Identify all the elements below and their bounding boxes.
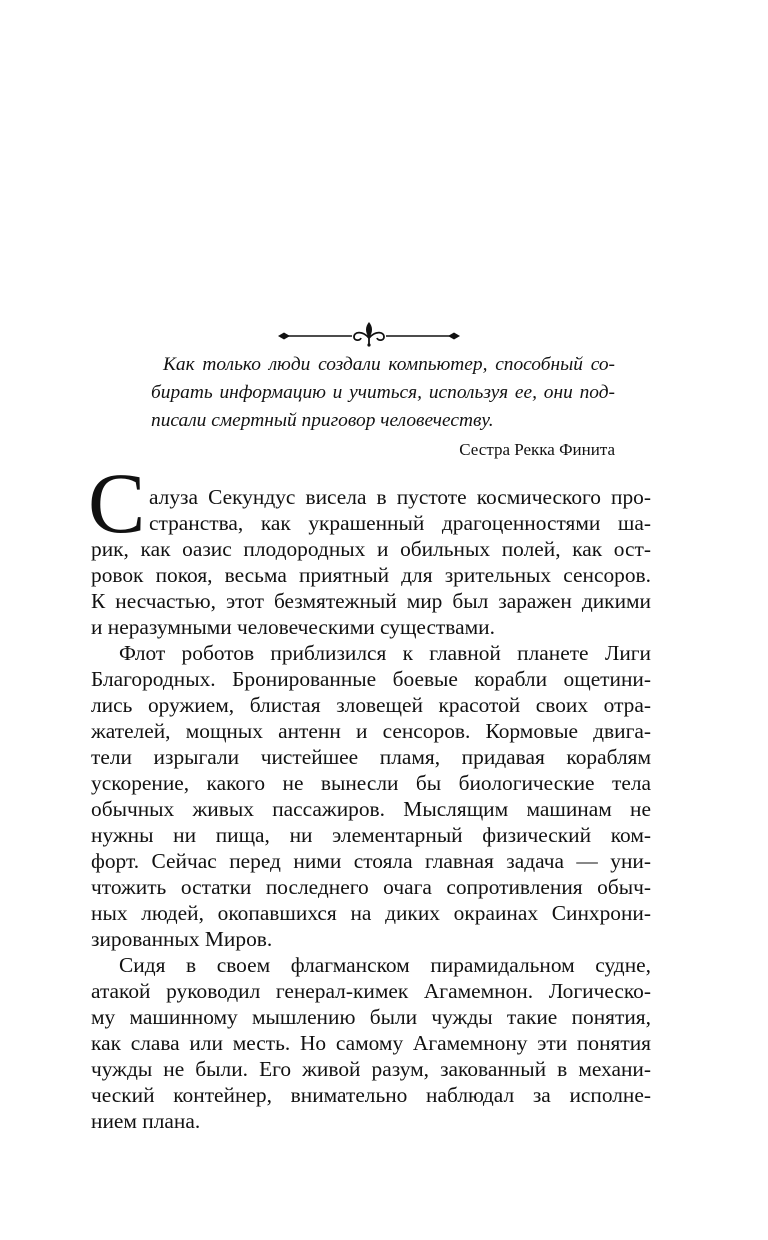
text-line: нием плана.	[91, 1109, 201, 1133]
epigraph-attribution: Сестра Рекка Финита	[459, 440, 615, 459]
text-line: алуза Секундус висела в пустоте космического про-	[149, 485, 651, 509]
text-line: ных людей, окопавшихся на диких окраинах Синхрони-	[91, 901, 651, 925]
fleuron-icon	[278, 322, 460, 347]
text-line: зированных Миров.	[91, 927, 273, 951]
text-line: тели изрыгали чистейшее пламя, придавая кораблям	[91, 745, 651, 769]
epigraph-line: Как только люди создали компьютер, способный со-	[163, 354, 615, 375]
fleuron-ornament	[274, 316, 464, 350]
text-line: Флот роботов приблизился к главной планете Лиги	[119, 641, 651, 665]
text-line: Сидя в своем флагманском пирамидальном судне,	[119, 953, 651, 977]
text-line: атакой руководил генерал-кимек Агамемнон. Логическо-	[91, 979, 651, 1003]
text-line: ровок покоя, весьма приятный для зрительных сенсоров.	[91, 563, 651, 587]
text-line: и неразумными человеческими существами.	[91, 615, 495, 639]
text-line: му машинному мышлению были чужды такие понятия,	[91, 1005, 651, 1029]
text-line: ускорение, какого не вынесли бы биологические тела	[91, 771, 651, 795]
text-line: жателей, мощных антенн и сенсоров. Кормовые двига-	[91, 719, 651, 743]
text-line: форт. Сейчас перед ними стояла главная задача — уни-	[91, 849, 651, 873]
text-line: ческий контейнер, внимательно наблюдал за исполне-	[91, 1083, 651, 1107]
text-line: обычных живых пассажиров. Мыслящим машинам не	[91, 797, 651, 821]
text-line: Благородных. Бронированные боевые корабли ощетини-	[91, 667, 651, 691]
text-line: лись оружием, блистая зловещей красотой своих отра-	[91, 693, 651, 717]
text-line: рик, как оазис плодородных и обильных полей, как ост-	[91, 537, 651, 561]
text-line: чужды не были. Его живой разум, закованный в механи-	[91, 1057, 651, 1081]
text-line: чтожить остатки последнего очага сопротивления обыч-	[91, 875, 651, 899]
text-line: странства, как украшенный драгоценностями ша-	[149, 511, 651, 535]
drop-cap: С	[88, 455, 146, 551]
epigraph-line: бирать информацию и учиться, используя ее, они под-	[151, 382, 615, 403]
text-line: К несчастью, этот безмятежный мир был заражен дикими	[91, 589, 651, 613]
epigraph-line: писали смертный приговор человечеству.	[151, 410, 494, 431]
text-line: как слава или месть. Но самому Агамемнону эти понятия	[91, 1031, 651, 1055]
text-line: нужны ни пища, ни элементарный физический ком-	[91, 823, 651, 847]
